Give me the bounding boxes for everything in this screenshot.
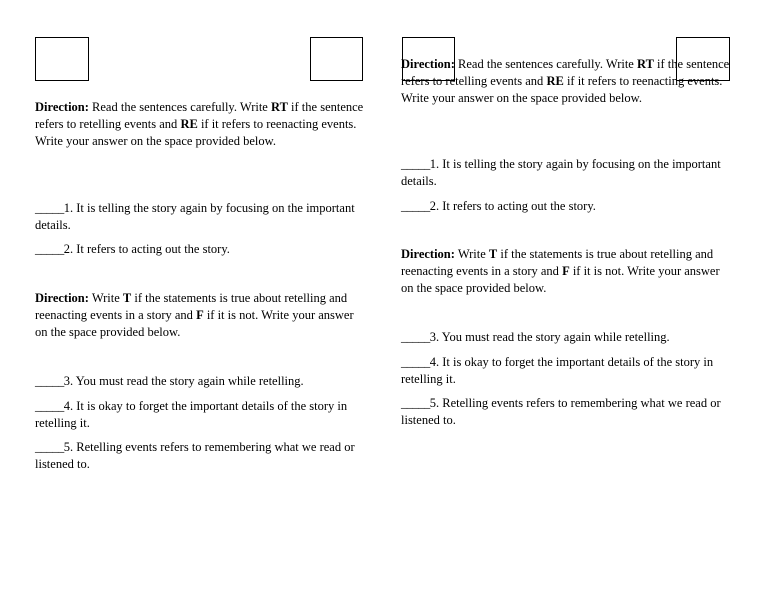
direction-label: Direction: (35, 291, 89, 305)
left-top-right-box (310, 37, 363, 81)
direction-label: Direction: (401, 247, 455, 261)
left-item-2: _____2. It refers to acting out the story. (35, 242, 230, 256)
right-item-4: _____4. It is okay to forget the important details of the story in retelling it. (401, 355, 714, 386)
answer-blank: _____ (35, 201, 64, 215)
left-item-1: _____1. It is telling the story again by focusing on the important details. (35, 201, 355, 232)
left-item-5: _____5. Retelling events refers to remembering what we read or listened to. (35, 440, 355, 471)
answer-blank: _____ (401, 157, 430, 171)
answer-blank: _____ (401, 396, 430, 410)
left-direction-1: Direction: Read the sentences carefully. Write RT if the sentence refers to retelling events and RE if it refers to reenacting events. Write your answer on the space provided below. (35, 100, 364, 148)
right-direction-2: Direction: Write T if the statements is true about retelling and reenacting events in a story and F if it is not. Write your answer on the space provided below. (401, 247, 720, 295)
right-item-2: _____2. It refers to acting out the story. (401, 199, 596, 213)
left-direction-2: Direction: Write T if the statements is true about retelling and reenacting events in a story and F if it is not. Write your answer on the space provided below. (35, 291, 354, 339)
answer-blank: _____ (35, 399, 64, 413)
left-top-left-box (35, 37, 89, 81)
answer-blank: _____ (35, 440, 64, 454)
answer-blank: _____ (35, 374, 64, 388)
left-item-3: _____3. You must read the story again while retelling. (35, 374, 304, 388)
left-item-4: _____4. It is okay to forget the important details of the story in retelling it. (35, 399, 348, 430)
direction-label: Direction: (35, 100, 89, 114)
right-item-5: _____5. Retelling events refers to remembering what we read or listened to. (401, 396, 721, 427)
right-item-1: _____1. It is telling the story again by focusing on the important details. (401, 157, 721, 188)
answer-blank: _____ (35, 242, 64, 256)
right-item-3: _____3. You must read the story again while retelling. (401, 330, 670, 344)
answer-blank: _____ (401, 330, 430, 344)
answer-blank: _____ (401, 199, 430, 213)
answer-blank: _____ (401, 355, 430, 369)
right-direction-1: Direction: Read the sentences carefully. Write RT if the sentence refers to retelling events and RE if it refers to reenacting events. Write your answer on the space provided below. (401, 57, 730, 105)
direction-label: Direction: (401, 57, 455, 71)
